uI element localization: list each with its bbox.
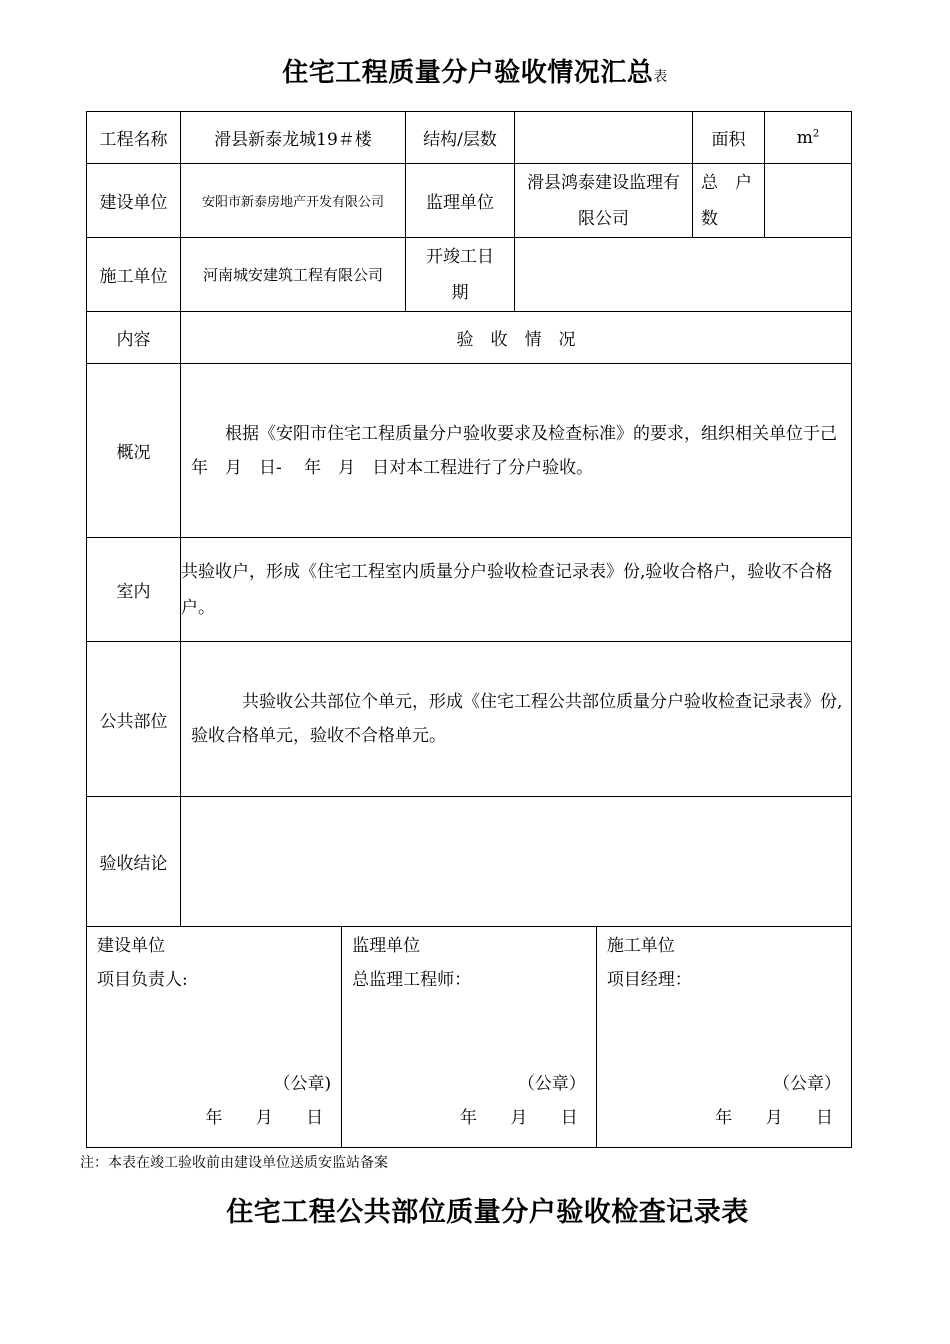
structure-value[interactable] (515, 112, 693, 164)
row-content-header (87, 312, 852, 364)
area-value-cell[interactable] (765, 112, 852, 164)
row-project (87, 112, 852, 164)
area-unit: m (796, 127, 813, 148)
overview-cell[interactable] (181, 364, 860, 538)
signature-supervisor[interactable] (342, 927, 597, 1147)
sig-seal: （公章） (773, 1074, 841, 1094)
project-name-value[interactable]: 滑县新泰龙城19＃楼 (181, 112, 406, 164)
row-builder (87, 164, 852, 238)
area-unit-sup: 2 (812, 127, 820, 139)
content-label: 内容 (87, 312, 181, 364)
sig-unit: 施工单位 (606, 936, 675, 956)
second-title: 住宅工程公共部位质量分户验收检查记录表 (226, 1197, 749, 1228)
sig-date: 年 月 日 (460, 1108, 578, 1128)
supervisor-label: 监理单位 (406, 164, 515, 238)
dates-value[interactable] (515, 238, 852, 312)
sig-seal: （公章） (517, 1074, 586, 1094)
households-label-line2: 数 (701, 208, 718, 229)
overview-label: 概况 (87, 364, 181, 538)
sig-role: 总监理工程师： (352, 970, 472, 990)
households-label (693, 164, 765, 238)
project-name-label: 工程名称 (87, 112, 181, 164)
indoor-label: 室内 (87, 538, 181, 642)
contractor-value[interactable]: 河南城安建筑工程有限公司 (181, 238, 406, 312)
sig-date: 年 月 日 (715, 1108, 833, 1128)
public-text: 共验收公共部位个单元，形成《住宅工程公共部位质量分户验收检查记录表》份,验收合格单元，验收不合格单元。 (191, 692, 843, 746)
structure-label: 结构/层数 (406, 112, 515, 164)
builder-value[interactable]: 安阳市新泰房地产开发有限公司 (181, 164, 406, 238)
footnote: 注：本表在竣工验收前由建设单位送质安监站备案 (80, 1155, 388, 1171)
contractor-label: 施工单位 (87, 238, 181, 312)
signature-table (87, 927, 851, 1147)
public-cell[interactable] (181, 642, 852, 797)
signature-contractor[interactable] (596, 927, 851, 1147)
signature-builder[interactable] (87, 927, 342, 1147)
row-contractor (87, 238, 852, 312)
conclusion-label: 验收结论 (87, 797, 181, 927)
dates-label (406, 238, 515, 312)
content-header: 验 收 情 况 (181, 312, 852, 364)
indoor-cell[interactable] (181, 538, 852, 642)
sig-seal: （公章) (273, 1074, 332, 1094)
sig-role: 项目经理： (606, 970, 692, 990)
households-value[interactable] (765, 164, 852, 238)
row-public (87, 642, 852, 797)
public-label: 公共部位 (87, 642, 181, 797)
sig-unit: 建设单位 (97, 936, 165, 956)
overview-text: 根据《安阳市住宅工程质量分户验收要求及检查标准》的要求，组织相关单位于己 年 月 日- 年 月 日对本工程进行了分户验收。 (191, 423, 860, 478)
title-suffix: 表 (653, 69, 668, 85)
sig-unit: 监理单位 (352, 936, 421, 956)
supervisor-value-line1: 滑县鸿泰建设监理有 (527, 172, 680, 193)
builder-label: 建设单位 (87, 164, 181, 238)
summary-form-table (86, 111, 860, 1148)
supervisor-value-line2: 限公司 (578, 208, 629, 229)
area-label: 面积 (693, 112, 765, 164)
title-main: 住宅工程质量分户验收情况汇总 (282, 58, 654, 88)
row-conclusion (87, 797, 852, 927)
sig-role: 项目负责人: (97, 970, 188, 990)
row-overview (87, 364, 852, 538)
dates-label-line1: 开竣工日 (426, 246, 494, 267)
households-label-line1: 总 户 (701, 172, 752, 193)
conclusion-value[interactable] (181, 797, 852, 927)
supervisor-value[interactable] (515, 164, 693, 238)
row-signatures (87, 927, 852, 1148)
dates-label-line2: 期 (451, 282, 469, 303)
page-title (0, 52, 950, 89)
indoor-text: 共验收户，形成《住宅工程室内质量分户验收检查记录表》份,验收合格户，验收不合格户。 (181, 561, 833, 618)
sig-date: 年 月 日 (205, 1108, 324, 1128)
row-indoor (87, 538, 852, 642)
